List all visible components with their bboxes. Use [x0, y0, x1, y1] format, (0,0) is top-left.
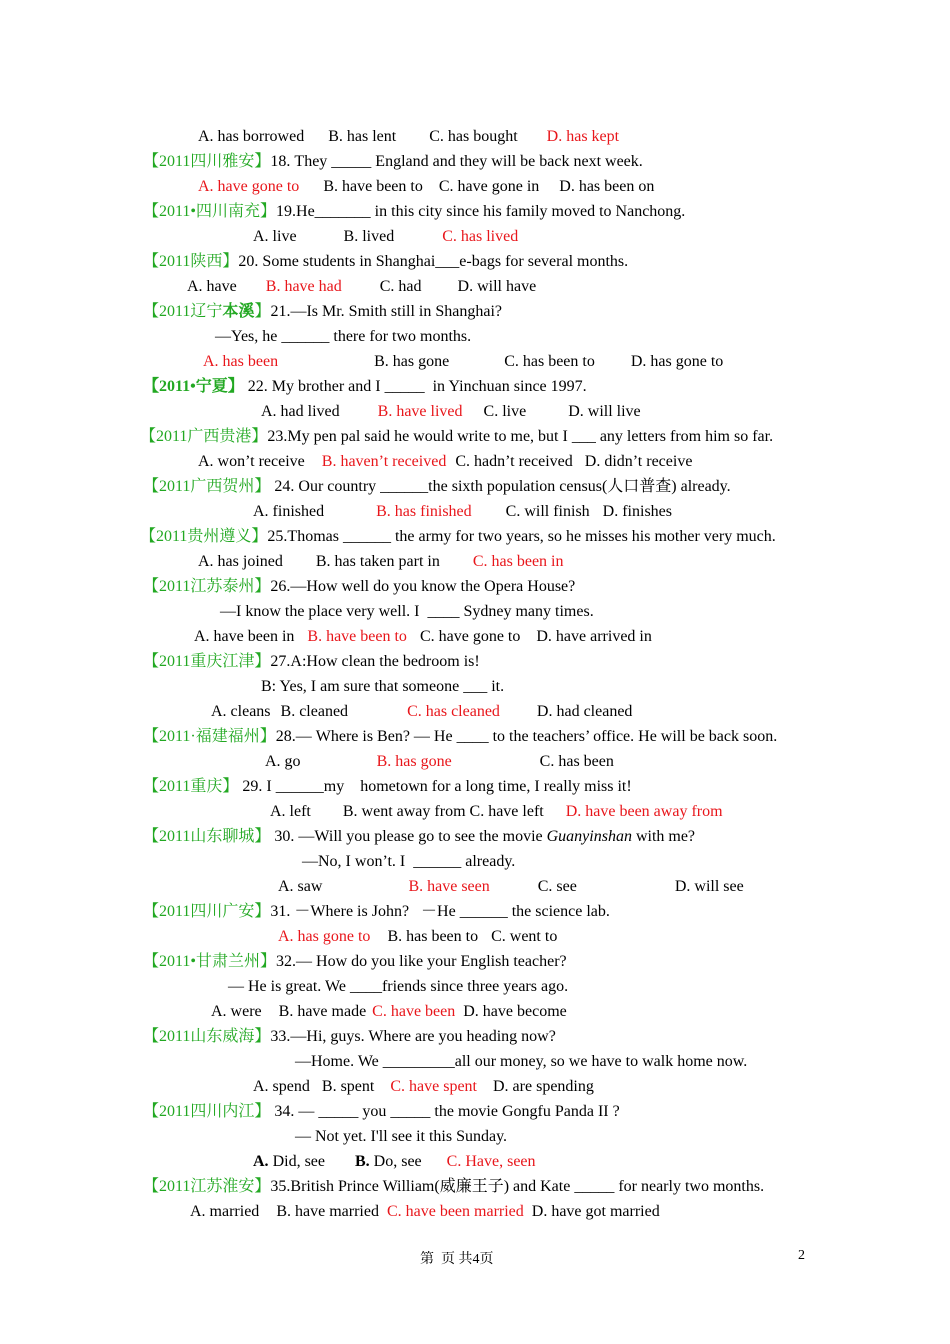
option-c: C. see	[537, 878, 577, 895]
question-number: 33.	[270, 1028, 291, 1045]
option-b-answer: B. have lived	[377, 403, 463, 420]
option-a: Did, see	[268, 1153, 325, 1170]
question-source: 【2011江苏淮安】	[143, 1178, 271, 1195]
question-number: 31.	[270, 903, 291, 920]
option-c-answer: C. have been married	[386, 1203, 524, 1220]
question-stem: —Will you please go to see the movie	[298, 828, 547, 845]
question-number: 26.	[270, 578, 291, 595]
option-a: A. had lived	[261, 403, 340, 420]
question-number: 24.	[274, 478, 295, 495]
question-stem: — Where is Ben? — He ____ to the teachers’ office. He will be back soon.	[295, 728, 778, 745]
option-a: A. have been in	[194, 628, 295, 645]
option-row	[253, 502, 672, 522]
question-reply: —Home. We _________all our money, so we have to walk home now.	[295, 1053, 748, 1070]
option-d-answer: D. has kept	[546, 128, 620, 145]
option-c: C. went to	[491, 928, 558, 945]
option-a: A. were	[211, 1003, 262, 1020]
option-b: B. has taken part in	[315, 553, 440, 570]
option-row	[198, 452, 692, 472]
question-source: 【2011•四川南充】	[143, 203, 277, 220]
question-stem: —Hi, guys. Where are you heading now?	[290, 1028, 556, 1045]
question-reply: —No, I won’t. I ______ already.	[302, 853, 516, 870]
question-number: 23.	[267, 428, 288, 445]
option-b: B. have made	[278, 1003, 367, 1020]
option-b: Do, see	[369, 1153, 422, 1170]
question-stem: Some students in Shanghai___e-bags for several months.	[262, 253, 629, 270]
option-row	[198, 127, 619, 147]
question-source: 【2011辽宁	[143, 303, 223, 320]
option-b-answer: B. have been to	[307, 628, 407, 645]
option-row	[278, 877, 744, 897]
option-a: A. saw	[278, 878, 323, 895]
question-number: 35.	[270, 1178, 291, 1195]
question-stem: A:How clean the bedroom is!	[290, 653, 480, 670]
question-number: 32.	[276, 953, 297, 970]
question-source: 【2011贵州遵义】	[140, 528, 268, 545]
question-source-city: 本溪	[222, 303, 255, 320]
option-c: C. have left	[469, 803, 544, 820]
option-c-answer: C. have been	[372, 1003, 456, 1020]
option-row	[198, 177, 654, 197]
question-source: 【2011山东聊城】	[143, 828, 271, 845]
option-a: A. live	[253, 228, 297, 245]
option-d: D. will see	[674, 878, 744, 895]
question-28	[143, 727, 777, 747]
option-b-letter: B.	[355, 1153, 370, 1170]
page-number: 2	[798, 1248, 805, 1263]
option-row	[253, 227, 518, 247]
question-stem: British Prince William(威廉王子) and Kate _____ for nearly two months.	[290, 1178, 765, 1195]
question-23	[140, 427, 773, 447]
question-stem: — _____ you _____ the movie Gongfu Panda II ?	[298, 1103, 620, 1120]
option-d: D. will have	[457, 278, 537, 295]
option-b: B. cleaned	[280, 703, 349, 720]
question-27	[143, 652, 480, 672]
footer-page-info: 第 页 共4页	[420, 1252, 494, 1267]
question-number: 22.	[247, 378, 268, 395]
option-d: D. are spending	[493, 1078, 594, 1095]
question-number: 19.	[276, 203, 297, 220]
option-row	[270, 802, 723, 822]
question-stem: They _____ England and they will be back next week.	[294, 153, 643, 170]
option-d: D. will live	[568, 403, 641, 420]
option-b: B. lived	[343, 228, 395, 245]
option-b: B. have been to	[323, 178, 423, 195]
option-c: C. has bought	[429, 128, 518, 145]
option-b-answer: B. has finished	[376, 503, 472, 520]
option-row	[278, 927, 557, 947]
option-d: D. have got married	[531, 1203, 660, 1220]
question-stem-end: with me?	[631, 828, 696, 845]
question-32	[143, 952, 567, 972]
movie-title: Guanyinshan	[546, 828, 632, 845]
question-21	[143, 302, 502, 322]
option-b: B. spent	[321, 1078, 375, 1095]
question-source: 【2011陕西】	[143, 253, 239, 270]
option-row	[194, 627, 652, 647]
option-d: D. had cleaned	[536, 703, 633, 720]
option-a: A. won’t receive	[198, 453, 305, 470]
option-c-answer: C. have spent	[390, 1078, 477, 1095]
question-stem: —Is Mr. Smith still in Shanghai?	[290, 303, 503, 320]
option-a-letter: A.	[253, 1153, 269, 1170]
option-row	[253, 1077, 594, 1097]
option-c: C. have gone in	[438, 178, 540, 195]
option-a: A. spend	[253, 1078, 310, 1095]
question-34	[143, 1102, 620, 1122]
question-source: 【2011重庆】	[143, 778, 239, 795]
question-26	[143, 577, 575, 597]
question-20	[143, 252, 628, 272]
option-d-answer: D. have been away from	[565, 803, 723, 820]
question-25	[140, 527, 776, 547]
question-reply: — Not yet. I'll see it this Sunday.	[295, 1128, 508, 1145]
question-stem: Thomas ______ the army for two years, so he misses his mother very much.	[287, 528, 776, 545]
option-b: B. has been to	[387, 928, 479, 945]
option-d: D. didn’t receive	[584, 453, 693, 470]
option-a: A. has borrowed	[198, 128, 305, 145]
option-d: D. have become	[463, 1003, 567, 1020]
option-c: C. hadn’t received	[455, 453, 573, 470]
question-number: 28.	[275, 728, 296, 745]
question-number: 29.	[242, 778, 263, 795]
question-stem: My pen pal said he would write to me, but I ___ any letters from him so far.	[287, 428, 774, 445]
question-source: 【2011广西贺州】	[143, 478, 271, 495]
option-a-answer: A. have gone to	[198, 178, 300, 195]
question-24	[143, 477, 731, 497]
question-33	[143, 1027, 556, 1047]
option-d: D. have arrived in	[536, 628, 652, 645]
option-c: C. has been to	[504, 353, 595, 370]
question-source: 【2011重庆江津】	[143, 653, 271, 670]
option-b-answer: B. haven’t received	[321, 453, 447, 470]
question-source: 【2011•宁夏】	[143, 378, 244, 395]
question-number: 18.	[270, 153, 291, 170]
question-reply: B: Yes, I am sure that someone ___ it.	[261, 678, 505, 695]
option-a: A. have	[187, 278, 237, 295]
question-stem: －Where is John? －He ______ the science lab.	[294, 903, 610, 920]
option-d: D. has gone to	[630, 353, 724, 370]
question-number: 21.	[270, 303, 291, 320]
option-row	[203, 352, 723, 372]
question-source: 【2011山东威海】	[143, 1028, 271, 1045]
option-d: D. has been on	[559, 178, 655, 195]
question-31	[143, 902, 610, 922]
option-b: B. went away from	[342, 803, 466, 820]
option-b-answer: B. has gone	[376, 753, 452, 770]
question-stem: My brother and I _____ in Yinchuan since 1997.	[271, 378, 587, 395]
option-c-answer: C. has lived	[442, 228, 519, 245]
option-b-answer: B. have seen	[408, 878, 490, 895]
option-row	[253, 1152, 536, 1172]
question-22	[143, 377, 587, 397]
option-a: A. left	[270, 803, 311, 820]
question-stem: Our country ______the sixth population census(人口普查) already.	[298, 478, 731, 495]
option-a-answer: A. has been	[203, 353, 279, 370]
option-row	[211, 702, 632, 722]
option-c-answer: C. has been in	[472, 553, 564, 570]
question-reply: —Yes, he ______ there for two months.	[215, 328, 472, 345]
question-30	[143, 827, 695, 847]
question-source: 【2011四川雅安】	[143, 153, 271, 170]
question-number: 30.	[274, 828, 295, 845]
option-b: B. has lent	[328, 128, 397, 145]
question-source: 【2011四川广安】	[143, 903, 271, 920]
question-18	[143, 152, 643, 172]
option-row	[198, 552, 564, 572]
option-row	[265, 752, 614, 772]
option-b: B. has gone	[374, 353, 450, 370]
option-b-answer: B. have had	[265, 278, 342, 295]
question-reply: — He is great. We ____friends since three years ago.	[228, 978, 569, 995]
question-source: 【2011江苏泰州】	[143, 578, 271, 595]
question-number: 20.	[238, 253, 259, 270]
question-number: 27.	[270, 653, 291, 670]
option-b: B. have married	[276, 1203, 379, 1220]
question-source-close: 】	[254, 303, 271, 320]
question-source: 【2011四川内江】	[143, 1103, 271, 1120]
question-source: 【2011·福建福州】	[143, 728, 276, 745]
option-c: C. will finish	[505, 503, 590, 520]
option-a: A. married	[190, 1203, 260, 1220]
option-c-answer: C. has cleaned	[407, 703, 500, 720]
option-a: A. finished	[253, 503, 325, 520]
question-reply: —I know the place very well. I ____ Sydney many times.	[220, 603, 594, 620]
option-a: A. go	[265, 753, 301, 770]
question-29	[143, 777, 632, 797]
option-c: C. has been	[539, 753, 614, 770]
option-row	[190, 1202, 660, 1222]
question-source: 【2011广西贵港】	[140, 428, 268, 445]
option-c: C. had	[379, 278, 422, 295]
option-row	[261, 402, 641, 422]
page-footer	[0, 1248, 950, 1268]
question-19	[143, 202, 685, 222]
question-number: 25.	[267, 528, 288, 545]
option-a: A. has joined	[198, 553, 283, 570]
option-c: C. have gone to	[419, 628, 521, 645]
option-row	[211, 1002, 567, 1022]
option-a: A. cleans	[211, 703, 271, 720]
question-35	[143, 1177, 764, 1197]
option-row	[187, 277, 536, 297]
option-a-answer: A. has gone to	[278, 928, 371, 945]
option-c: C. live	[483, 403, 527, 420]
question-stem: —How well do you know the Opera House?	[290, 578, 576, 595]
question-stem: — How do you like your English teacher?	[296, 953, 567, 970]
option-c-answer: C. Have, seen	[446, 1153, 536, 1170]
question-number: 34.	[274, 1103, 295, 1120]
option-d: D. finishes	[602, 503, 672, 520]
question-stem: I ______my hometown for a long time, I really miss it!	[266, 778, 632, 795]
question-source: 【2011•甘肃兰州】	[143, 953, 277, 970]
question-stem: He_______ in this city since his family moved to Nanchong.	[296, 203, 686, 220]
